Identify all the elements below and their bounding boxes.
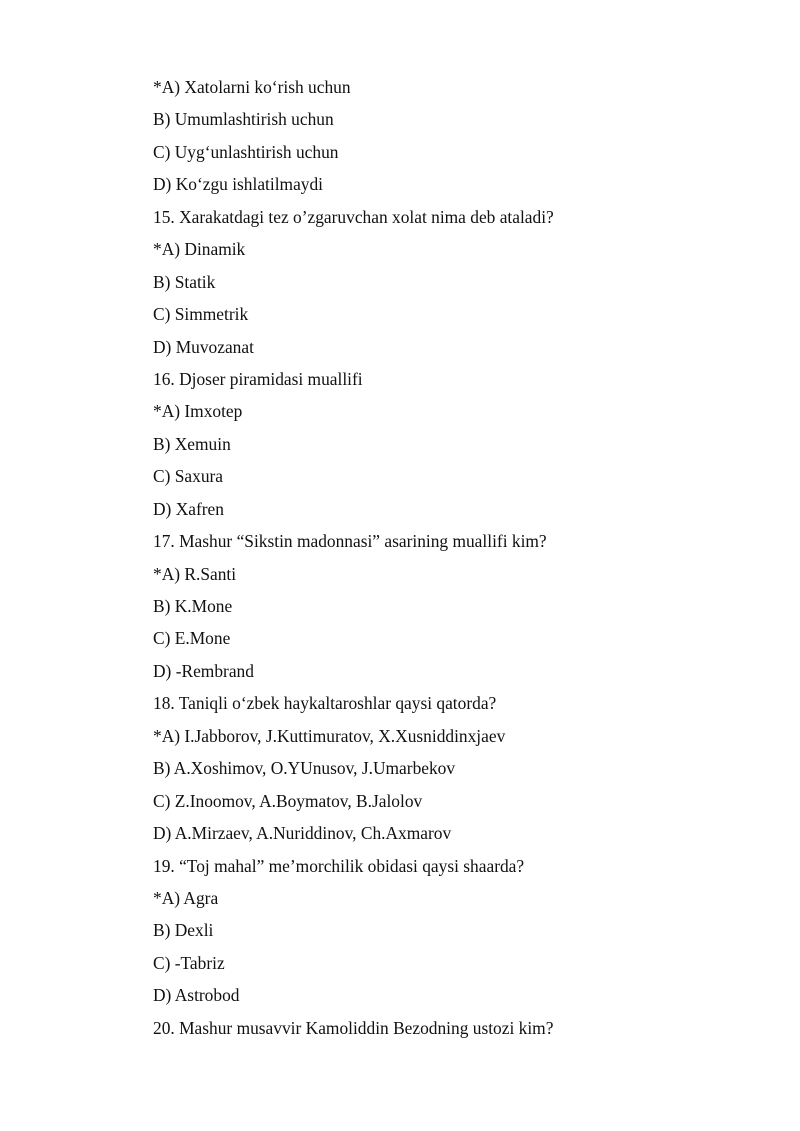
answer-option: C) Uyg‘unlashtirish uchun: [153, 141, 339, 162]
answer-option: D) Xafren: [153, 498, 224, 519]
answer-option: B) Dexli: [153, 920, 214, 941]
answer-option: D) -Rembrand: [153, 660, 254, 681]
answer-option: *A) Dinamik: [153, 239, 246, 260]
answer-option: C) Saxura: [153, 466, 224, 487]
question-17: 17. Mashur “Sikstin madonnasi” asarining muallifi kim?: [153, 531, 547, 552]
question-16: 16. Djoser piramidasi muallifi: [153, 368, 363, 389]
answer-option: B) K.Mone: [153, 596, 233, 616]
question-15: 15. Xarakatdagi tez o’zgaruvchan xolat nima deb ataladi?: [153, 206, 554, 227]
answer-option: D) Muvozanat: [153, 336, 254, 357]
answer-option: D) Ko‘zgu ishlatilmaydi: [153, 174, 324, 195]
answer-option: D) Astrobod: [153, 985, 240, 1006]
question-18: 18. Taniqli o‘zbek haykaltaroshlar qaysi qatorda?: [153, 693, 497, 714]
answer-option: C) -Tabriz: [153, 952, 225, 973]
answer-option: *A) Xatolarni ko‘rish uchun: [153, 77, 351, 97]
question-19: 19. “Toj mahal” me’morchilik obidasi qaysi shaarda?: [153, 855, 525, 876]
answer-option: *A) Agra: [153, 887, 219, 908]
answer-option: B) Statik: [153, 271, 216, 292]
answer-option: C) Simmetrik: [153, 304, 249, 325]
answer-option: B) Xemuin: [153, 433, 231, 454]
answer-option: *A) I.Jabborov, J.Kuttimuratov, X.Xusniddinxjaev: [153, 725, 506, 746]
answer-option: C) Z.Inoomov, A.Boymatov, B.Jalolov: [153, 790, 423, 811]
question-list: [153, 75, 773, 1048]
answer-option: B) Umumlashtirish uchun: [153, 109, 334, 130]
answer-option: B) A.Xoshimov, O.YUnusov, J.Umarbekov: [153, 758, 456, 779]
answer-option: D) A.Mirzaev, A.Nuriddinov, Ch.Axmarov: [153, 823, 452, 844]
answer-option: *A) R.Santi: [153, 563, 237, 584]
question-20: 20. Mashur musavvir Kamoliddin Bezodning ustozi kim?: [153, 1017, 554, 1038]
answer-option: C) E.Mone: [153, 628, 231, 649]
answer-option: *A) Imxotep: [153, 401, 243, 422]
